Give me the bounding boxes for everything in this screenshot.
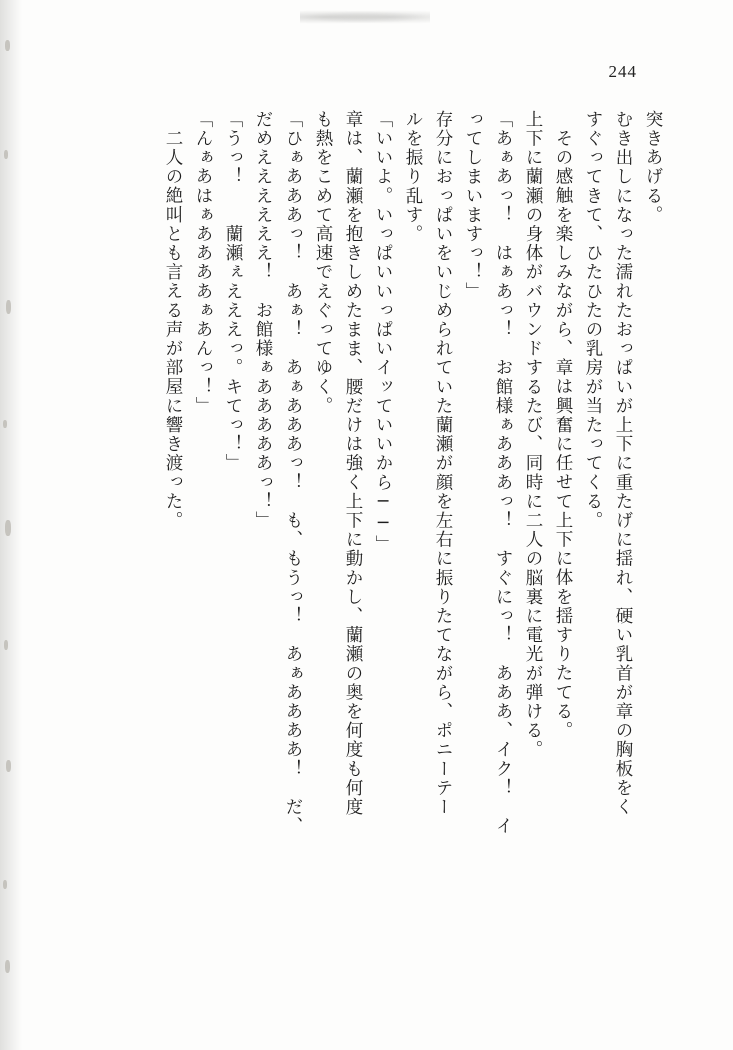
text-column: 「いいよ。いっぱいいっぱいイッていいから──」 <box>373 110 393 555</box>
page-edge-mark <box>5 520 11 536</box>
text-column: 二人の絶叫とも言える声が部屋に響き渡った。 <box>163 129 183 531</box>
text-column: 「うっ！ 蘭瀬ぇえええっ。キてっ！」 <box>223 110 243 473</box>
header-smudge <box>300 10 430 24</box>
text-column: すぐってきて、ひたひたの乳房が当たってくる。 <box>583 110 603 531</box>
text-column: も熱をこめて高速でえぐってゆく。 <box>313 110 333 416</box>
text-column: 上下に蘭瀬の身体がバウンドするたび、同時に二人の脳裏に電光が弾ける。 <box>523 110 543 760</box>
text-column: だめええええええ！ お館様ぁあああああっ！」 <box>253 110 273 531</box>
text-column: ってしまいますっ！」 <box>463 110 483 301</box>
page-edge-mark <box>5 40 10 51</box>
page-edge-mark <box>6 300 11 314</box>
text-column: ルを振り乱す。 <box>403 110 423 244</box>
text-column: その感触を楽しみながら、章は興奮に任せて上下に体を揺すりたてる。 <box>553 129 573 741</box>
page-edge-mark <box>6 760 11 772</box>
page-edge-mark <box>4 150 8 159</box>
text-column: 「ひぁあああっ！ あぁ！ あぁあああっ！ も、もうっ！ あぁああああ！ だ、 <box>283 110 303 836</box>
page-edge-marks <box>3 0 17 1050</box>
text-column: 章は、蘭瀬を抱きしめたまま、腰だけは強く上下に動かし、蘭瀬の奥を何度も何度 <box>343 110 363 817</box>
text-column: 「んぁあはぁああああぁあんっ！」 <box>193 110 213 416</box>
page-edge-mark <box>4 640 8 650</box>
vertical-text-body <box>101 110 661 990</box>
page-gutter-shadow <box>0 0 26 1050</box>
page-edge-mark <box>5 960 10 973</box>
text-column: 「あぁあっ！ はぁあっ！ お館様ぁあああっ！ すぐにっ！ あああ、イク！ イ <box>493 110 513 836</box>
page-edge-mark <box>3 420 7 428</box>
page-number: 244 <box>608 62 637 81</box>
text-column: 存分におっぱいをいじめられていた蘭瀬が顔を左右に振りたてながら、ポニーテー <box>433 110 453 817</box>
page-edge-mark <box>3 880 7 889</box>
text-column: 突きあげる。 <box>643 110 663 225</box>
text-column: むき出しになった濡れたおっぱいが上下に重たげに揺れ、硬い乳首が章の胸板をく <box>613 110 633 817</box>
